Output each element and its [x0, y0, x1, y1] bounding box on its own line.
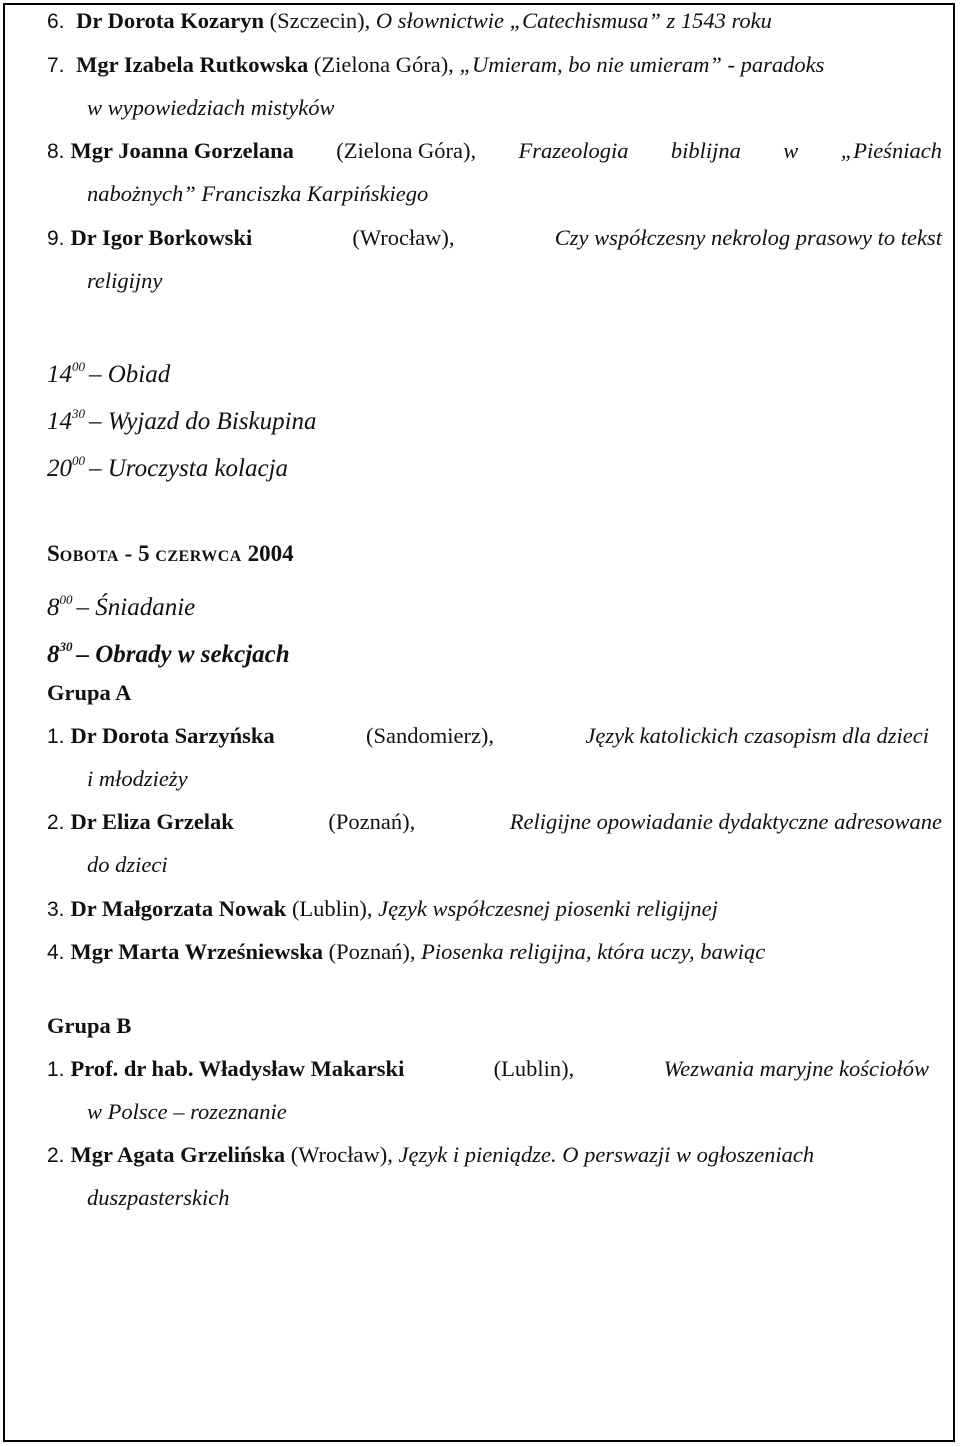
speaker-name: Mgr Marta Wrześniewska [70, 939, 323, 964]
talk-title: Wezwania maryjne kościołów [663, 1056, 929, 1081]
talk-title-cont: w wypowiedziach mistyków [87, 95, 335, 120]
list-item-6 [47, 8, 942, 35]
group-a-item-2 [47, 809, 942, 836]
speaker-place: (Sandomierz), [365, 723, 495, 748]
speaker-name: Prof. dr hab. Władysław Makarski [70, 1056, 405, 1081]
speaker-place: (Lublin), [493, 1056, 575, 1081]
talk-title-cont: nabożnych” Franciszka Karpińskiego [87, 181, 429, 206]
talk-title-word: Frazeologia [518, 138, 629, 163]
talk-title-word: w [783, 138, 799, 163]
speaker-name: Mgr Joanna Gorzelana [70, 138, 294, 163]
group-title: Grupa A [47, 680, 132, 705]
speaker-place: (Zielona Góra), [336, 138, 477, 163]
group-a-item-2-cont [87, 852, 942, 878]
schedule-label: – Uroczysta kolacja [89, 455, 289, 482]
speaker-place: (Szczecin), [264, 8, 376, 33]
group-a-item-1-cont [87, 766, 942, 792]
item-number: 1. [47, 1058, 65, 1081]
schedule-hour: 14 [47, 408, 72, 435]
item-number: 2. [47, 1144, 65, 1167]
talk-title-word: „Pieśniach [840, 138, 942, 163]
talk-title: Religijne opowiadanie dydaktyczne adresowane [509, 809, 942, 834]
schedule-hour: 8 [47, 641, 60, 668]
speaker-place: (Wrocław), [285, 1142, 399, 1167]
speaker-name: Mgr Agata Grzelińska [70, 1142, 286, 1167]
item-number: 9. [47, 227, 65, 250]
item-number: 2. [47, 811, 65, 834]
group-b-item-1-cont [87, 1099, 942, 1125]
schedule-label: – Obrady w sekcjach [76, 641, 290, 668]
schedule-minutes: 00 [59, 592, 73, 607]
talk-title: Język i pieniądze. O perswazji w ogłoszeniach [398, 1142, 815, 1167]
schedule-minutes: 30 [59, 639, 73, 654]
speaker-place: (Zielona Góra), [308, 52, 460, 77]
group-a-item-3 [47, 896, 942, 923]
schedule-hour: 14 [47, 361, 72, 388]
schedule-item [47, 354, 942, 388]
speaker-name: Dr Dorota Sarzyńska [70, 723, 275, 748]
group-b-item-2 [47, 1142, 942, 1169]
group-a-item-4 [47, 939, 942, 966]
schedule-hour: 8 [47, 594, 60, 621]
item-number: 4. [47, 941, 65, 964]
group-b-item-2-cont [87, 1185, 942, 1211]
talk-title: Czy współczesny nekrolog prasowy to tekst [554, 225, 942, 250]
schedule-hour: 20 [47, 455, 72, 482]
group-b-heading [47, 1013, 942, 1039]
group-b-item-1 [47, 1056, 929, 1083]
speaker-name: Dr Dorota Kozaryn [76, 8, 265, 33]
talk-title: Piosenka religijna, która uczy, bawiąc [421, 939, 766, 964]
schedule-label: – Wyjazd do Biskupina [89, 408, 317, 435]
list-item-9-cont [87, 268, 942, 294]
list-item-7-cont [87, 95, 942, 121]
list-item-8-cont [87, 181, 942, 207]
schedule-item [47, 448, 942, 482]
item-number: 7. [47, 54, 65, 77]
talk-title: O słownictwie „Catechismusa” z 1543 roku [375, 8, 772, 33]
speaker-name: Dr Małgorzata Nowak [70, 896, 287, 921]
list-item-7 [47, 52, 942, 79]
heading-month: CZERWCA [155, 548, 242, 565]
item-number: 8. [47, 140, 65, 163]
speaker-place: (Lublin), [286, 896, 379, 921]
heading-year: 2004 [241, 541, 294, 566]
heading-date: - 5 [118, 541, 156, 566]
schedule-minutes: 00 [72, 359, 85, 374]
talk-title: Język katolickich czasopism dla dzieci [585, 723, 929, 748]
heading-smallcaps: OBOTA [59, 548, 119, 565]
talk-title-cont: duszpasterskich [87, 1185, 230, 1210]
talk-title-word: biblijna [670, 138, 741, 163]
talk-title: „Umieram, bo nie umieram” - paradoks [459, 52, 825, 77]
schedule-item [47, 587, 942, 621]
talk-title-cont: w Polsce – rozeznanie [87, 1099, 287, 1124]
schedule-label: – Śniadanie [76, 594, 196, 621]
talk-title-cont: i młodzieży [87, 766, 188, 791]
list-item-9 [47, 225, 942, 252]
schedule-item [47, 401, 942, 435]
speaker-name: Dr Igor Borkowski [70, 225, 253, 250]
speaker-place: (Wrocław), [352, 225, 455, 250]
talk-title-cont: religijny [87, 268, 163, 293]
schedule-minutes: 30 [72, 406, 85, 421]
talk-title: Język współczesnej piosenki religijnej [378, 896, 718, 921]
group-a-item-1 [47, 723, 929, 750]
item-number: 6. [47, 10, 65, 33]
speaker-place: (Poznań), [328, 809, 416, 834]
schedule-minutes: 00 [72, 453, 85, 468]
speaker-name: Dr Eliza Grzelak [70, 809, 234, 834]
talk-title-cont: do dzieci [87, 852, 168, 877]
speaker-place: (Poznań), [322, 939, 422, 964]
list-item-8 [47, 138, 942, 165]
heading-initial: S [47, 541, 60, 566]
schedule-item [47, 634, 942, 668]
day-heading [47, 541, 942, 570]
speaker-name: Mgr Izabela Rutkowska [76, 52, 309, 77]
item-number: 3. [47, 898, 65, 921]
schedule-label: – Obiad [89, 361, 171, 388]
group-a-heading [47, 680, 942, 706]
group-title: Grupa B [47, 1013, 132, 1038]
item-number: 1. [47, 725, 65, 748]
